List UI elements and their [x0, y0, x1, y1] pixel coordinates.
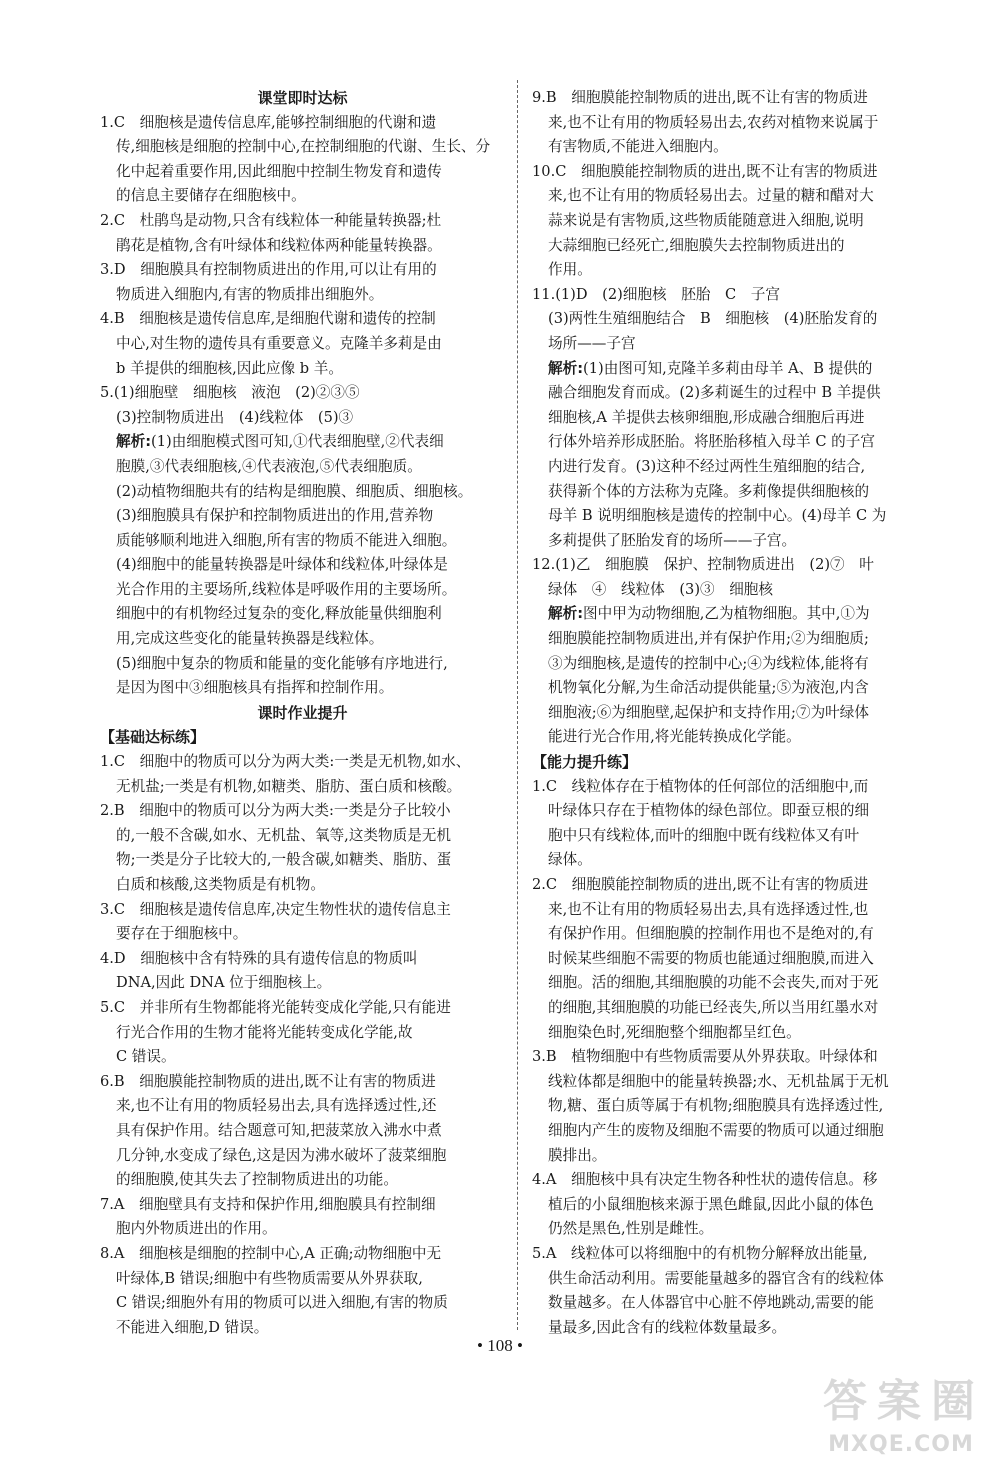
line-text: 3.D 细胞膜具有控制物质进出的作用,可以让有用的 [100, 261, 437, 279]
analysis-label: 解析: [548, 359, 584, 377]
text-line [100, 234, 505, 259]
text-line [532, 725, 937, 750]
text-line [532, 307, 937, 332]
analysis-label: 解析: [548, 605, 584, 623]
text-line [100, 750, 505, 775]
text-line [532, 676, 937, 701]
line-text: 来,也不让有用的物质轻易出去,农药对植物来说属于 [548, 113, 879, 131]
text-line [532, 652, 937, 677]
text-line [100, 676, 505, 701]
text-line [100, 160, 505, 185]
line-text: 鹃花是植物,含有叶绿体和线粒体两种能量转换器。 [116, 236, 442, 254]
left-column [100, 86, 505, 1340]
text-line [532, 971, 937, 996]
line-text: 来,也不让有用的物质轻易出去,具有选择透过性,还 [116, 1097, 437, 1115]
text-line [532, 1119, 937, 1144]
text-line [532, 209, 937, 234]
line-text: (3)细胞膜具有保护和控制物质进出的作用,营养物 [116, 507, 434, 525]
line-text: 植后的小鼠细胞核来源于黑色雌鼠,因此小鼠的体色 [548, 1195, 874, 1213]
text-line [100, 1291, 505, 1316]
text-line [100, 1070, 505, 1095]
text-line [100, 1045, 505, 1070]
line-text: (2)动植物细胞共有的结构是细胞膜、细胞质、细胞核。 [116, 482, 473, 500]
text-line [532, 799, 937, 824]
line-text: 传,细胞核是细胞的控制中心,在控制细胞的代谢、生长、分 [116, 138, 491, 156]
text-line [100, 209, 505, 234]
text-line [100, 898, 505, 923]
text-line [532, 1193, 937, 1218]
watermark-url: MXQE.COM [828, 1432, 974, 1457]
line-text: 有害物质,不能进入细胞内。 [548, 138, 728, 156]
line-text: 仍然是黑色,性别是雌性。 [548, 1220, 714, 1238]
line-text: 叶绿体只存在于植物体的绿色部位。即蚕豆根的细 [548, 802, 870, 820]
text-line [532, 480, 937, 505]
line-text: 胞中只有线粒体,而叶的细胞中既有线粒体又有叶 [548, 826, 860, 844]
text-line [532, 824, 937, 849]
text-line [100, 307, 505, 332]
line-text: 场所——子宫 [548, 334, 636, 352]
line-text: 获得新个体的方法称为克隆。多莉像提供细胞核的 [548, 482, 870, 500]
line-text: 课时作业提升 [257, 703, 348, 722]
right-column [532, 86, 937, 1340]
text-line [532, 529, 937, 554]
text-line [532, 1242, 937, 1267]
line-text: 胞膜,③代表细胞核,④代表液泡,⑤代表细胞质。 [116, 457, 422, 475]
line-text: 胞内外物质进出的作用。 [116, 1220, 277, 1238]
section-heading [532, 750, 937, 775]
page-number: • 108 • [477, 1336, 523, 1355]
text-line [532, 898, 937, 923]
text-line [532, 357, 937, 382]
section-heading [100, 86, 505, 111]
line-text: 供生命活动利用。需要能量越多的器官含有的线粒体 [548, 1269, 884, 1287]
line-text: 11.(1)D (2)细胞核 胚胎 C 子宫 [532, 285, 780, 303]
text-line [100, 258, 505, 283]
line-text: b 羊提供的细胞核,因此应像 b 羊。 [116, 359, 343, 377]
text-line [100, 824, 505, 849]
line-text: 【基础达标练】 [100, 728, 206, 747]
line-text: 细胞膜能控制物质进出,并有保护作用;②为细胞质; [548, 630, 869, 648]
line-text: 9.B 细胞膜能控制物质的进出,既不让有害的物质进 [532, 89, 868, 106]
text-line [100, 799, 505, 824]
text-line [100, 357, 505, 382]
line-text: 用,完成这些变化的能量转换器是线粒体。 [116, 630, 384, 648]
line-text: 5.C 并非所有生物都能将光能转变成化学能,只有能进 [100, 998, 451, 1016]
text-line [100, 529, 505, 554]
line-text: 课堂即时达标 [257, 89, 348, 107]
line-text: 作用。 [548, 261, 592, 279]
text-line [532, 283, 937, 308]
line-text: 绿体 ④ 线粒体 (3)③ 细胞核 [548, 580, 773, 598]
text-line [532, 578, 937, 603]
line-text: 3.C 细胞核是遗传信息库,决定生物性状的遗传信息主 [100, 900, 451, 918]
analysis-label: 解析: [116, 433, 152, 451]
line-text: 中心,对生物的遗传具有重要意义。克隆羊多莉是由 [116, 334, 442, 352]
text-line [532, 258, 937, 283]
text-line [100, 1168, 505, 1193]
watermark-glyph: 案 [877, 1376, 921, 1427]
line-text: 2.C 细胞膜能控制物质的进出,既不让有害的物质进 [532, 876, 869, 893]
text-line [532, 947, 937, 972]
line-text: 细胞液;⑥为细胞壁,起保护和支持作用;⑦为叶绿体 [548, 703, 869, 721]
line-text: 4.B 细胞核是遗传信息库,是细胞代谢和遗传的控制 [100, 310, 436, 328]
text-line [100, 111, 505, 136]
text-line [100, 430, 505, 455]
text-line [100, 332, 505, 357]
line-text: ③为细胞核,是遗传的控制中心;④为线粒体,能将有 [548, 654, 869, 672]
text-line [100, 1021, 505, 1046]
section-heading [100, 725, 505, 750]
text-line [532, 430, 937, 455]
line-text: 光合作用的主要场所,线粒体是呼吸作用的主要场所。 [116, 580, 457, 598]
text-line [532, 1070, 937, 1095]
text-line [532, 455, 937, 480]
line-text: DNA,因此 DNA 位于细胞核上。 [116, 974, 332, 992]
line-text: (5)细胞中复杂的物质和能量的变化能够有序地进行, [116, 654, 448, 672]
text-line [532, 922, 937, 947]
line-text: 【能力提升练】 [532, 753, 638, 772]
line-text: 2.B 细胞中的物质可以分为两大类:一类是分子比较小 [100, 802, 451, 820]
line-text: 细胞内产生的废物及细胞不需要的物质可以通过细胞 [548, 1121, 884, 1139]
line-text: 白质和核酸,这类物质是有机物。 [116, 876, 325, 893]
line-text: (1)由图可知,克隆羊多莉由母羊 A、B 提供的 [583, 359, 873, 377]
text-line [100, 1144, 505, 1169]
line-text: 1.C 线粒体存在于植物体的任何部位的活细胞中,而 [532, 777, 869, 795]
line-text: (4)细胞中的能量转换器是叶绿体和线粒体,叶绿体是 [116, 556, 448, 574]
line-text: 图中甲为动物细胞,乙为植物细胞。其中,①为 [583, 605, 870, 623]
section-heading [100, 701, 505, 726]
line-text: 行光合作用的生物才能将光能转变成化学能,故 [116, 1023, 413, 1041]
line-text: 来,也不让有用的物质轻易出去。过量的糖和醋对大 [548, 187, 874, 205]
text-line [532, 873, 937, 898]
text-line [532, 701, 937, 726]
line-text: 1.C 细胞核是遗传信息库,能够控制细胞的代谢和遗 [100, 113, 437, 131]
line-text: 的信息主要储存在细胞核中。 [116, 187, 306, 205]
text-line [100, 1119, 505, 1144]
text-line [100, 848, 505, 873]
watermark-glyph: 圈 [931, 1376, 975, 1427]
column-divider [517, 80, 518, 1330]
text-line [532, 1144, 937, 1169]
line-text: 5.A 线粒体可以将细胞中的有机物分解释放出能量, [532, 1244, 868, 1262]
text-line [100, 775, 505, 800]
text-line [100, 1217, 505, 1242]
line-text: 2.C 杜鹃鸟是动物,只含有线粒体一种能量转换器;杜 [100, 211, 442, 229]
line-text: 12.(1)乙 细胞膜 保护、控制物质进出 (2)⑦ 叶 [532, 556, 874, 574]
line-text: 5.(1)细胞壁 细胞核 液泡 (2)②③⑤ [100, 384, 360, 402]
line-text: 有保护作用。但细胞膜的控制作用也不是绝对的,有 [548, 925, 874, 943]
text-line [532, 1168, 937, 1193]
text-line [100, 1267, 505, 1292]
line-text: 机物氧化分解,为生命活动提供能量;⑤为液泡,内含 [548, 679, 869, 697]
line-text: 质能够顺利地进入细胞,所有害的物质不能进入细胞。 [116, 531, 457, 549]
text-line [532, 627, 937, 652]
line-text: 蒜来说是有害物质,这些物质能随意进入细胞,说明 [548, 211, 864, 229]
text-line [532, 86, 937, 111]
line-text: 的细胞,其细胞膜的功能已经丧失,所以当用红墨水对 [548, 998, 879, 1016]
text-line [100, 922, 505, 947]
text-line [532, 996, 937, 1021]
line-text: 细胞核,A 羊提供去核卵细胞,形成融合细胞后再进 [548, 408, 865, 426]
line-text: 几分钟,水变成了绿色,这是因为沸水破坏了菠菜细胞 [116, 1146, 447, 1164]
text-line [100, 184, 505, 209]
line-text: 叶绿体,B 错误;细胞中有些物质需要从外界获取, [116, 1269, 423, 1287]
text-line [100, 283, 505, 308]
line-text: 细胞。活的细胞,其细胞膜的功能不会丧失,而对于死 [548, 974, 879, 992]
line-text: 4.D 细胞核中含有特殊的具有遗传信息的物质叫 [100, 949, 418, 967]
line-text: (1)由细胞模式图可知,①代表细胞壁,②代表细 [151, 433, 444, 451]
text-line [532, 504, 937, 529]
line-text: 7.A 细胞壁具有支持和保护作用,细胞膜具有控制细 [100, 1195, 436, 1213]
line-text: 膜排出。 [548, 1146, 607, 1164]
line-text: (3)控制物质进出 (4)线粒体 (5)③ [116, 408, 354, 426]
text-line [532, 848, 937, 873]
text-line [532, 1291, 937, 1316]
line-text: 细胞染色时,死细胞整个细胞都呈红色。 [548, 1023, 801, 1041]
line-text: 细胞中的有机物经过复杂的变化,释放能量供细胞利 [116, 605, 442, 623]
line-text: 内进行发育。(3)这种不经过两性生殖细胞的结合, [548, 457, 866, 475]
text-line [532, 553, 937, 578]
text-line [532, 184, 937, 209]
text-line [100, 135, 505, 160]
text-line [100, 406, 505, 431]
line-text: 物,糖、蛋白质等属于有机物;细胞膜具有选择透过性, [548, 1097, 884, 1115]
watermark-glyph: 答 [823, 1376, 867, 1427]
text-line [532, 775, 937, 800]
line-text: 的,一般不含碳,如水、无机盐、氧等,这类物质是无机 [116, 826, 451, 844]
text-line [100, 602, 505, 627]
line-text: 的细胞膜,使其失去了控制物质进出的功能。 [116, 1171, 398, 1189]
line-text: 数量越多。在人体器官中心脏不停地跳动,需要的能 [548, 1294, 874, 1312]
text-line [532, 160, 937, 185]
text-line [100, 996, 505, 1021]
line-text: 要存在于细胞核中。 [116, 925, 248, 943]
text-line [100, 947, 505, 972]
line-text: 是因为图中③细胞核具有指挥和控制作用。 [116, 679, 394, 697]
text-line [100, 455, 505, 480]
line-text: C 错误;细胞外有用的物质可以进入细胞,有害的物质 [116, 1294, 448, 1312]
line-text: 1.C 细胞中的物质可以分为两大类:一类是无机物,如水、 [100, 753, 471, 771]
text-line [100, 1242, 505, 1267]
text-line [532, 332, 937, 357]
line-text: 物质进入细胞内,有害的物质排出细胞外。 [116, 285, 384, 303]
line-text: 能进行光合作用,将光能转换成化学能。 [548, 728, 801, 746]
text-line [100, 1094, 505, 1119]
text-line [532, 1021, 937, 1046]
line-text: 物;一类是分子比较大的,一般含碳,如糖类、脂肪、蛋 [116, 851, 452, 869]
line-text: 大蒜细胞已经死亡,细胞膜失去控制物质进出的 [548, 236, 845, 254]
text-line [100, 480, 505, 505]
text-line [532, 1094, 937, 1119]
line-text: 融合细胞发育而成。(2)多莉诞生的过程中 B 羊提供 [548, 384, 881, 402]
line-text: 无机盐;一类是有机物,如糖类、脂肪、蛋白质和核酸。 [116, 777, 462, 795]
text-line [100, 971, 505, 996]
text-line [532, 135, 937, 160]
line-text: 来,也不让有用的物质轻易出去,具有选择透过性,也 [548, 900, 869, 918]
text-line [532, 234, 937, 259]
text-line [532, 1217, 937, 1242]
line-text: 量最多,因此含有的线粒体数量最多。 [548, 1318, 787, 1336]
line-text: 绿体。 [548, 851, 592, 869]
text-line [532, 381, 937, 406]
line-text: 6.B 细胞膜能控制物质的进出,既不让有害的物质进 [100, 1072, 436, 1090]
line-text: 不能进入细胞,D 错误。 [116, 1318, 269, 1336]
text-line [100, 1193, 505, 1218]
text-line [532, 1267, 937, 1292]
text-line [532, 1045, 937, 1070]
text-line [100, 381, 505, 406]
text-line [100, 504, 505, 529]
line-text: 具有保护作用。结合题意可知,把菠菜放入沸水中煮 [116, 1121, 442, 1139]
text-line [100, 652, 505, 677]
watermark-logo [816, 1375, 986, 1459]
text-line [100, 873, 505, 898]
text-line [532, 111, 937, 136]
text-line [100, 627, 505, 652]
text-line [100, 553, 505, 578]
text-line [532, 406, 937, 431]
line-text: 化中起着重要作用,因此细胞中控制生物发育和遗传 [116, 162, 442, 180]
line-text: 3.B 植物细胞中有些物质需要从外界获取。叶绿体和 [532, 1048, 878, 1066]
text-line [100, 578, 505, 603]
line-text: 8.A 细胞核是细胞的控制中心,A 正确;动物细胞中无 [100, 1244, 442, 1262]
text-line [532, 602, 937, 627]
line-text: 时候某些细胞不需要的物质也能通过细胞膜,而进入 [548, 949, 874, 967]
line-text: 行体外培养形成胚胎。将胚胎移植入母羊 C 的子宫 [548, 433, 875, 451]
line-text: C 错误。 [116, 1048, 176, 1066]
line-text: 母羊 B 说明细胞核是遗传的控制中心。(4)母羊 C 为 [548, 507, 887, 525]
line-text: 10.C 细胞膜能控制物质的进出,既不让有害的物质进 [532, 162, 878, 180]
line-text: (3)两性生殖细胞结合 B 细胞核 (4)胚胎发育的 [548, 310, 878, 328]
line-text: 4.A 细胞核中具有决定生物各种性状的遗传信息。移 [532, 1171, 878, 1189]
line-text: 多莉提供了胚胎发育的场所——子宫。 [548, 531, 797, 549]
line-text: 线粒体都是细胞中的能量转换器;水、无机盐属于无机 [548, 1072, 889, 1090]
